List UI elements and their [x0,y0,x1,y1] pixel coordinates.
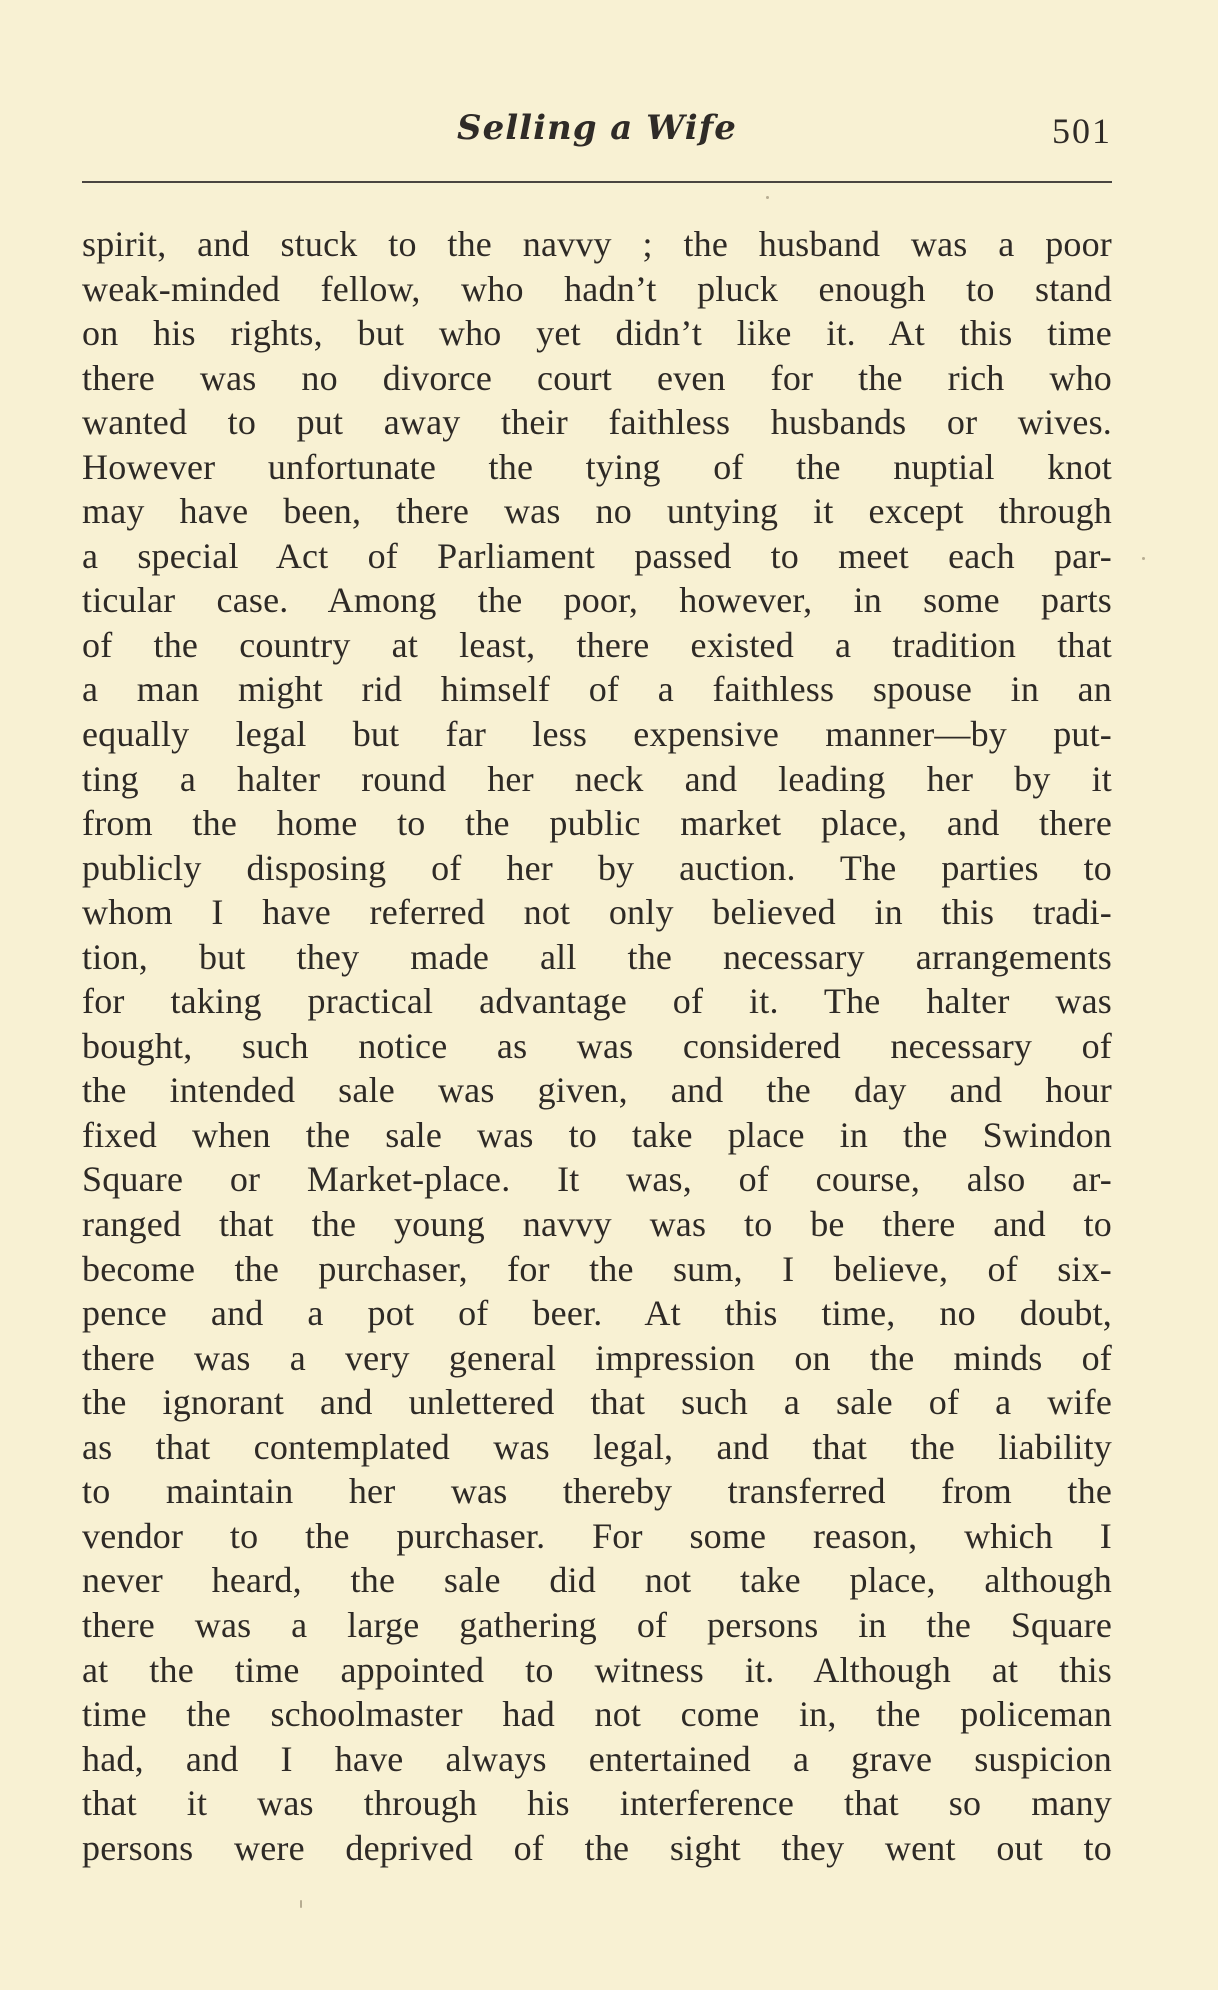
text-line: for taking practical advantage of it. The halter was [82,981,1112,1022]
text-line: Square or Market-place. It was, of course, also ar- [82,1159,1112,1200]
running-head [82,108,1112,152]
text-line: However unfortunate the tying of the nuptial knot [82,446,1112,487]
paper-speck [766,196,769,199]
text-line: a special Act of Parliament passed to meet each par- [82,535,1112,576]
paper-speck [1142,557,1145,560]
text-line: fixed when the sale was to take place in the Swindon [82,1114,1112,1155]
text-line: at the time appointed to witness it. Although at this [82,1649,1112,1690]
text-line: may have been, there was no untying it except through [82,491,1112,532]
text-line: the intended sale was given, and the day and hour [82,1070,1112,1111]
text-line: ting a halter round her neck and leading her by it [82,758,1112,799]
text-line: publicly disposing of her by auction. The parties to [82,847,1112,888]
text-line: become the purchaser, for the sum, I believe, of six- [82,1248,1112,1289]
text-line: ranged that the young navvy was to be there and to [82,1204,1112,1245]
body-text [82,222,1112,1870]
running-title: Selling a Wife [457,108,737,148]
text-line: time the schoolmaster had not come in, the policeman [82,1694,1112,1735]
text-line: ticular case. Among the poor, however, in some parts [82,580,1112,621]
text-line: wanted to put away their faithless husbands or wives. [82,402,1112,443]
text-line: the ignorant and unlettered that such a sale of a wife [82,1382,1112,1423]
text-line: pence and a pot of beer. At this time, no doubt, [82,1293,1112,1334]
text-line: as that contemplated was legal, and that the liability [82,1426,1112,1467]
text-line: had, and I have always entertained a grave suspicion [82,1738,1112,1779]
text-line: from the home to the public market place, and there [82,803,1112,844]
text-line: that it was through his interference that so many [82,1783,1112,1824]
text-line: a man might rid himself of a faithless spouse in an [82,669,1112,710]
text-line: equally legal but far less expensive manner—by put- [82,714,1112,755]
text-line: there was a very general impression on the minds of [82,1337,1112,1378]
text-line: there was no divorce court even for the rich who [82,357,1112,398]
text-line: never heard, the sale did not take place, although [82,1560,1112,1601]
page-number: 501 [1052,111,1112,151]
text-line: there was a large gathering of persons in the Square [82,1604,1112,1645]
text-line: to maintain her was thereby transferred from the [82,1471,1112,1512]
text-line: bought, such notice as was considered necessary of [82,1025,1112,1066]
text-line: whom I have referred not only believed in this tradi- [82,892,1112,933]
text-line: tion, but they made all the necessary arrangements [82,936,1112,977]
header-rule [82,181,1112,183]
text-line: persons were deprived of the sight they went out to [82,1827,1112,1868]
paper-speck [300,1900,302,1908]
text-line: spirit, and stuck to the navvy ; the husband was a poor [82,224,1112,264]
text-line: of the country at least, there existed a tradition that [82,624,1112,665]
text-line: vendor to the purchaser. For some reason, which I [82,1515,1112,1556]
text-line: weak-minded fellow, who hadn’t pluck enough to stand [82,268,1112,309]
text-line: on his rights, but who yet didn’t like it. At this time [82,313,1112,354]
